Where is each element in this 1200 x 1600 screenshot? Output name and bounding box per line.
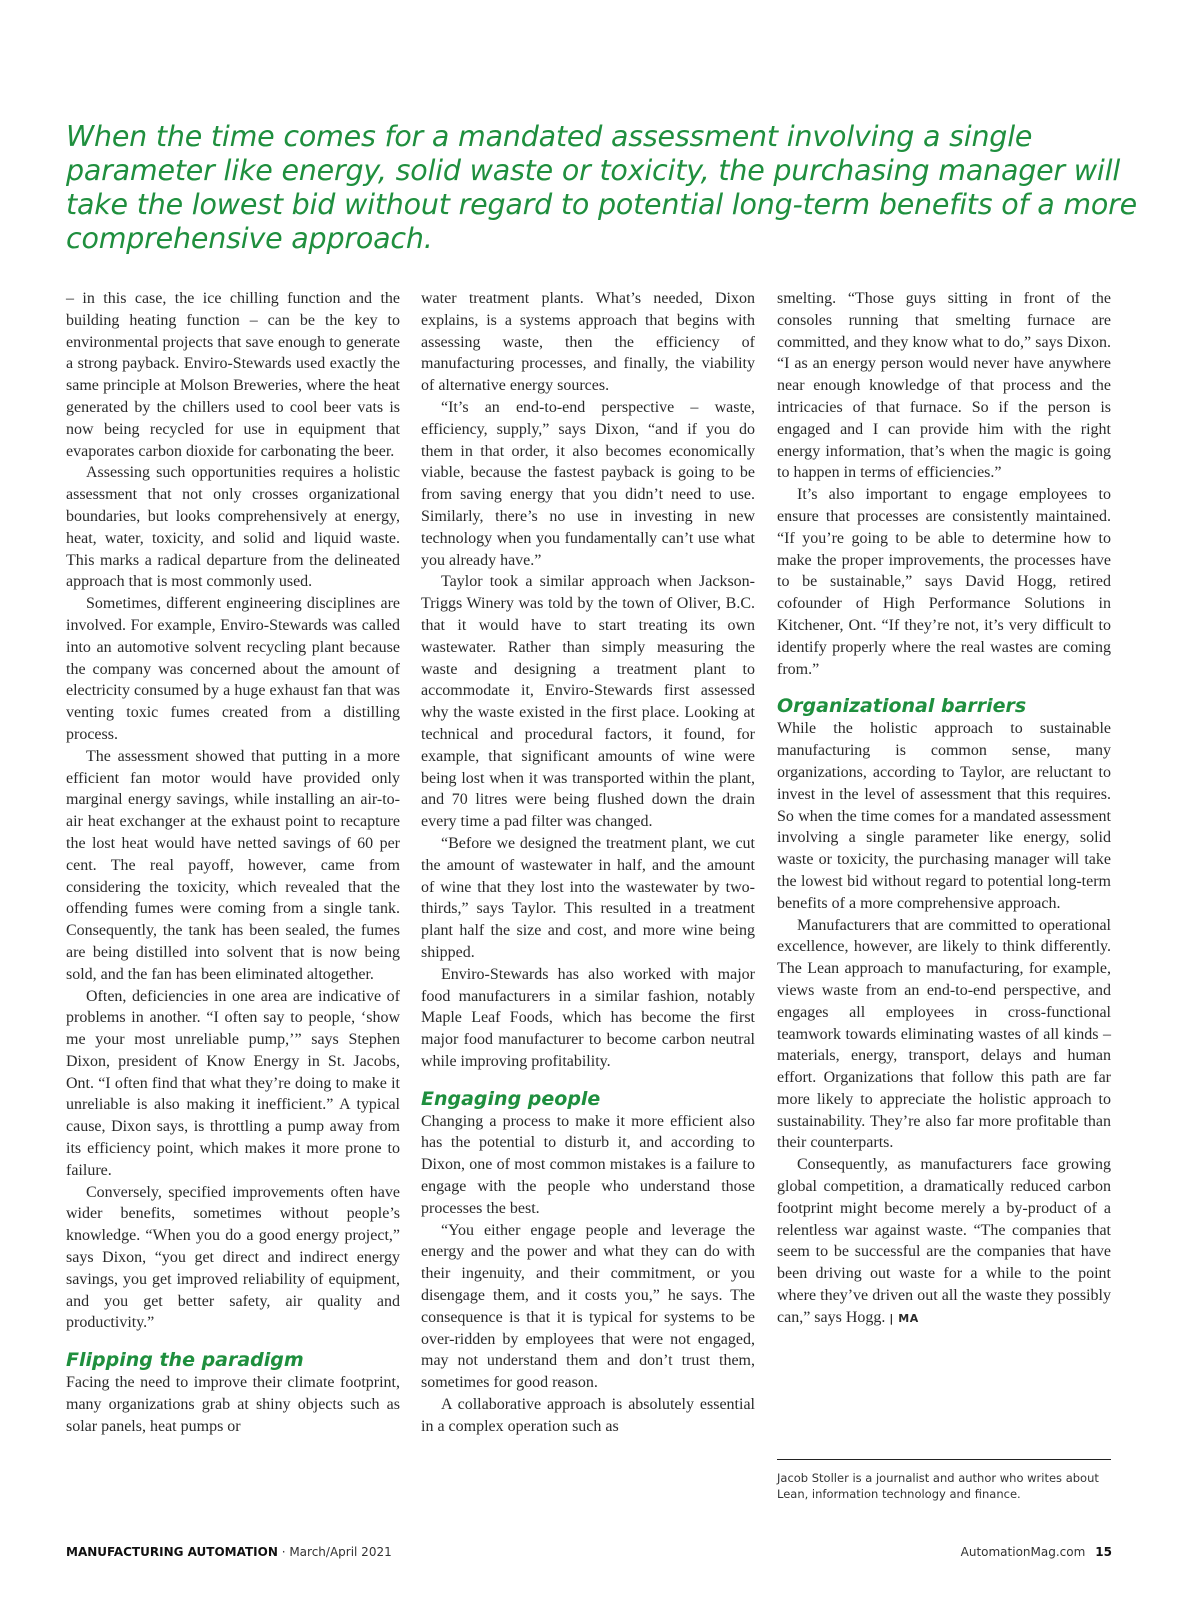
paragraph-final <box>777 1154 1111 1329</box>
paragraph: water treatment plants. What’s needed, Dixon explains, is a systems approach that begins with assessing waste, then the efficiency of manufacturing processes, and finally, the viability of alternative energy sources. <box>421 290 755 395</box>
paragraph: Facing the need to improve their climate footprint, many organizations grab at shiny objects such as solar panels, heat pumps or <box>66 1374 400 1435</box>
footer-left <box>66 1545 392 1559</box>
paragraph: Manufacturers that are committed to operational excellence, however, are likely to think differently. The Lean approach to manufacturing, for example, views waste from an end-to-end perspective, and engages all employees in cross-functional teamwork towards eliminating wastes of all kinds – materials, energy, transport, delays and human effort. Organizations that follow this path are far more likely to appreciate the holistic approach to sustainability. They’re also far more profitable than their counterparts. <box>777 916 1111 1152</box>
paragraph: “You either engage people and leverage the energy and the power and what they can do with their ingenuity, and their commitment, or you disengage them, and it costs you,” he says. The consequence is that it is typical for systems to be over-ridden by employees that were not engaged, may not understand them and don’t trust them, sometimes for good reason. <box>421 1221 755 1392</box>
page-number: 15 <box>1095 1545 1112 1559</box>
author-bio: Jacob Stoller is a journalist and author who writes about Lean, information technology and finance. <box>777 1471 1099 1501</box>
column-2 <box>421 288 755 1438</box>
paragraph: Often, deficiencies in one area are indicative of problems in another. “I often say to people, ‘show me your most unreliable pump,’” says Stephen Dixon, president of Know Energy in St. Jacobs, Ont. “I often find that what they’re doing to make it unreliable is also making it inefficient.” A typical cause, Dixon says, is throttling a pump away from its efficiency point, which makes it more prone to failure. <box>66 987 400 1179</box>
paragraph: Enviro-Stewards has also worked with major food manufacturers in a similar fashion, notably Maple Leaf Foods, which has become the first major food manufacturer to become carbon neutral while improving profitability. <box>421 965 755 1070</box>
paragraph: A collaborative approach is absolutely essential in a complex operation such as <box>421 1396 755 1435</box>
page-footer <box>66 1545 1112 1565</box>
paragraph: It’s also important to engage employees to ensure that processes are consistently maintained. “If you’re going to be able to determine how to make the proper improvements, the processes have to be sustainable,” says David Hogg, retired cofounder of High Performance Solutions in Kitchener, Ont. “If they’re not, it’s very difficult to identify properly where the real wastes are coming from.” <box>777 486 1111 678</box>
paragraph: While the holistic approach to sustainable manufacturing is common sense, many organizations, according to Taylor, are reluctant to invest in the level of assessment that this requires. So when the time comes for a mandated assessment involving a single parameter like energy, solid waste or toxicity, the purchasing manager will take the lowest bid without regard to potential long-term benefits of a more comprehensive approach. <box>777 720 1111 912</box>
paragraph: Changing a process to make it more efficient also has the potential to disturb it, and according to Dixon, one of most common mistakes is a failure to engage with the people who understand those processes the best. <box>421 1112 755 1217</box>
paragraph: smelting. “Those guys sitting in front of the consoles running that smelting furnace are committed, and they know what to do,” says Dixon. “I as an energy person would never have anywhere near enough knowledge of that process and the intricacies of that furnace. So if the person is engaged and I can provide him with the right energy information, that’s when the magic is going to happen in terms of efficiencies.” <box>777 290 1111 482</box>
bio-divider <box>777 1459 1111 1460</box>
website-link[interactable]: AutomationMag.com <box>960 1545 1086 1559</box>
paragraph: Sometimes, different engineering disciplines are involved. For example, Enviro-Stewards was called into an automotive solvent recycling plant because the company was concerned about the amount of electricity consumed by a huge exhaust fan that was venting toxic fumes created from a distilling process. <box>66 595 400 743</box>
footer-right <box>961 1545 1112 1559</box>
column-3 <box>777 288 1111 1330</box>
paragraph: The assessment showed that putting in a more efficient fan motor would have provided only marginal energy savings, while installing an air-to-air heat exchanger at the exhaust point to recapture the lost heat would have netted savings of 60 per cent. The real payoff, however, came from considering the toxicity, which revealed that the offending fumes were coming from a single tank. Consequently, the tank has been sealed, the fumes are being distilled into solvent that is now being sold, and the fan has been eliminated altogether. <box>66 747 400 983</box>
paragraph: Conversely, specified improvements often have wider benefits, sometimes without people’s knowledge. “When you do a good energy project,” says Dixon, “you get direct and indirect energy savings, you get improved reliability of equipment, and you get better safety, air quality and productivity.” <box>66 1183 400 1332</box>
paragraph: – in this case, the ice chilling function and the building heating function – can be the key to environmental projects that save enough to generate a strong payback. Enviro-Stewards used exactly the same principle at Molson Breweries, where the heat generated by the chillers used to cool beer vats is now being recycled for use in equipment that evaporates carbon dioxide for carbonating the beer. <box>66 290 400 460</box>
end-mark: | MA <box>889 1311 919 1325</box>
paragraph-text: Consequently, as manufacturers face growing global competition, a dramatically reduced carbon footprint might become merely a by-product of a relentless war against waste. “The companies that seem to be successful are the companies that have been driving out waste for a while to the point where they’ve driven out all the waste they possibly can,” says Hogg. <box>777 1156 1111 1326</box>
magazine-name: MANUFACTURING AUTOMATION <box>66 1545 278 1559</box>
paragraph: “Before we designed the treatment plant, we cut the amount of wastewater in half, and the amount of wine that they lost into the wastewater by two-thirds,” says Taylor. This resulted in a treatment plant half the size and cost, and more wine being shipped. <box>421 834 755 961</box>
section-heading-engaging-people: Engaging people <box>421 1087 601 1110</box>
section-heading-flipping-the-paradigm: Flipping the paradigm <box>66 1349 304 1372</box>
section-heading-organizational-barriers: Organizational barriers <box>777 695 1027 718</box>
column-1 <box>66 288 400 1438</box>
pull-quote: When the time comes for a mandated assessment involving a single parameter like energy, solid waste or toxicity, the purchasing manager will take the lowest bid without regard to potential long-term benefits of a more comprehensive approach. <box>66 120 1137 255</box>
paragraph: Taylor took a similar approach when Jackson-Triggs Winery was told by the town of Oliver, B.C. that it would have to start treating its own wastewater. Rather than simply measuring the waste and designing a treatment plant to accommodate it, Enviro-Stewards first assessed why the waste existed in the first place. Looking at technical and procedural factors, it found, for example, that significant amounts of wine were being lost when it was transported within the plant, and 70 litres were being flushed down the drain every time a pad filter was changed. <box>421 573 755 831</box>
issue-date: · March/April 2021 <box>277 1545 392 1559</box>
paragraph: “It’s an end-to-end perspective – waste, efficiency, supply,” says Dixon, “and if you do them in that order, it also becomes economically viable, because the fastest payback is going to be from saving energy that you didn’t need to use. Similarly, there’s no use in investing in new technology when you fundamentally can’t use what you already have.” <box>421 398 755 569</box>
paragraph: Assessing such opportunities requires a holistic assessment that not only crosses organizational boundaries, but looks comprehensively at energy, heat, water, toxicity, and solid and liquid waste. This marks a radical departure from the delineated approach that is most commonly used. <box>66 464 400 591</box>
